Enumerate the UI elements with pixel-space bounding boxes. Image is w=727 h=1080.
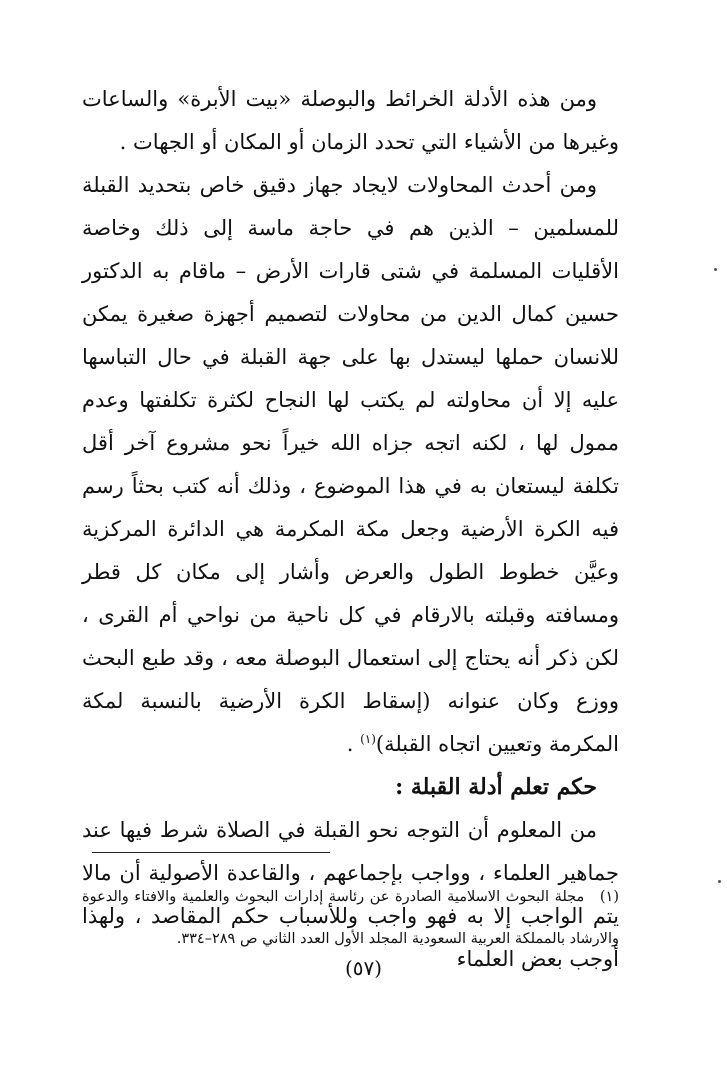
footnote <box>82 876 619 960</box>
section-heading: حكم تعلم أدلة القبلة : <box>395 774 597 800</box>
footnote-divider <box>92 852 330 853</box>
scan-speck <box>714 268 717 271</box>
page-number: (٥٧) <box>344 956 383 980</box>
footnote-number: (١) <box>599 889 619 905</box>
paragraph-2 <box>82 164 619 766</box>
footnote-text: مجلة البحوث الاسلامية الصادرة عن رئاسة إدارات البحوث والعلمية والافتاء والدعوة والارشاد بالمملكة العربية السعودية المجلد الأول العدد الثاني ص ٢٨٩–٣٣٤. <box>82 889 619 947</box>
paragraph-3: من المعلوم أن التوجه نحو القبلة في الصلاة شرط فيها عند جماهير العلماء ، وواجب بإجماعهم ، والقاعدة الأصولية أن مالا يتم الواجب إلا به فهو واجب وللأسباب حكم المقاصد ، ولهذا أوجب بعض العلماء <box>82 818 619 971</box>
scan-speck <box>718 880 721 883</box>
paragraph-2-end: . <box>346 732 361 756</box>
paragraph-2-text: ومن أحدث المحاولات لايجاد جهاز دقيق خاص بتحديد القبلة للمسلمين – الذين هم في حاجة ماسة إلى ذلك وخاصة الأقليات المسلمة في شتى قارات الأرض – ماقام به الدكتور حسين كمال الدين من محاولات لتصميم أجهزة صغيرة يمكن للانسان حملها ليستدل بها على جهة القبلة في حال التباسها عليه إلا أن محاولته لم يكتب لها النجاح لكثرة تكلفتها وعدم ممول لها ، لكنه اتجه جزاه الله خيراً نحو مشروع آخر أقل تكلفة ليستعان به في هذا الموضوع ، وذلك أنه كتب بحثاً رسم فيه الكرة الأرضية وجعل مكة المكرمة هي الدائرة المركزية وعيَّن خطوط الطول والعرض وأشار إلى مكان كل قطر ومسافته وقبلته بالارقام في كل ناحية من نواحي أم القرى ، لكن ذكر أنه يحتاج إلى استعمال البوصلة معه ، وقد طبع البحث ووزع وكان عنوانه (إسقاط الكرة الأرضية بالنسبة لمكة المكرمة وتعيين اتجاه القبلة) <box>82 173 619 756</box>
paragraph-1: ومن هذه الأدلة الخرائط والبوصلة «بيت الأبرة» والساعات وغيرها من الأشياء التي تحدد الزمان أو المكان أو الجهات . <box>82 87 619 154</box>
main-text <box>82 78 619 981</box>
footnote-reference[interactable]: (١) <box>360 732 376 746</box>
